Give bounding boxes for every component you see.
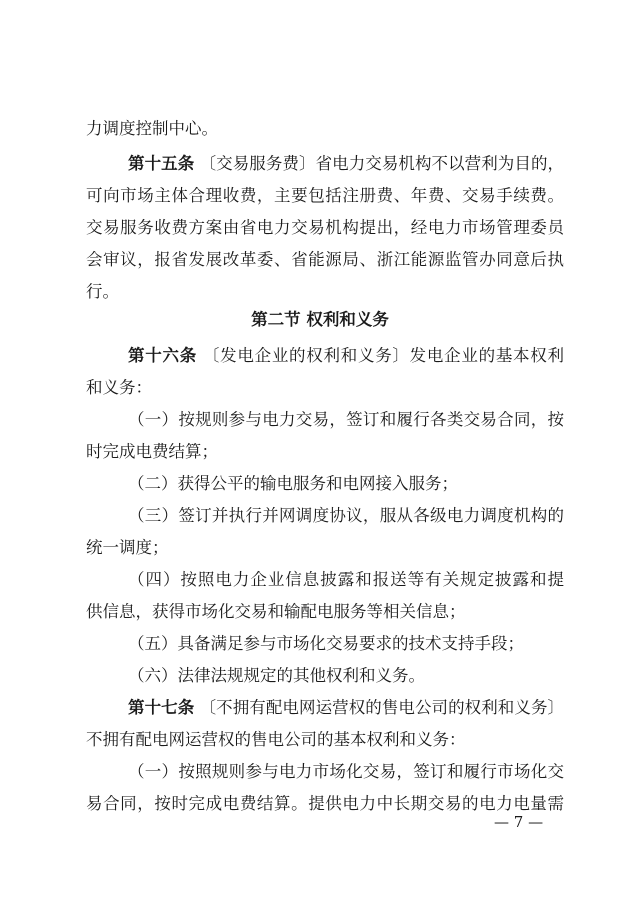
list-item: （四）按照电力企业信息披露和报送等有关规定披露和提 [128,570,564,589]
section-heading: 第二节 权利和义务 [251,310,389,329]
article-17-text: 〔不拥有配电网运营权的售电公司的权利和义务〕 [199,698,564,717]
list-item: （一）按规则参与电力交易，签订和履行各类交易合同，按 [128,410,564,429]
list-item: （三）签订并执行并网调度协议，服从各级电力调度机构的 [128,506,564,525]
article-16-line [128,346,564,366]
article-15-line [128,154,564,174]
text-line: 会审议，报省发展改革委、省能源局、浙江能源监管办同意后执 [86,250,564,269]
list-item: （二）获得公平的输电服务和电网接入服务； [128,474,458,493]
list-item: （六）法律法规规定的其他权利和义务。 [128,666,425,685]
text-line: 不拥有配电网运营权的售电公司的基本权利和义务： [86,730,466,749]
text-line: 交易服务收费方案由省电力交易机构提出，经电力市场管理委员 [86,218,564,237]
list-item: （一）按照规则参与电力市场化交易，签订和履行市场化交 [128,762,564,781]
text-line: 时完成电费结算； [86,442,218,461]
article-16-text: 〔发电企业的权利和义务〕发电企业的基本权利 [202,346,564,365]
article-15-number: 第十五条 [128,154,195,173]
text-line: 行。 [86,282,119,301]
text-line: 力调度控制中心。 [86,119,218,138]
text-line: 供信息，获得市场化交易和输配电服务等相关信息； [86,602,466,621]
article-17-number: 第十七条 [128,698,195,717]
text-line: 易合同，按时完成电费结算。提供电力中长期交易的电力电量需 [86,794,564,813]
text-line: 统一调度； [86,538,169,557]
list-item: （五）具备满足参与市场化交易要求的技术支持手段； [128,634,524,653]
article-17-line [128,698,564,718]
text-line: 和义务： [86,378,152,397]
text-line: 可向市场主体合理收费，主要包括注册费、年费、交易手续费。 [86,186,564,205]
page-number: — 7 — [494,813,544,831]
article-15-text: 〔交易服务费〕省电力交易机构不以营利为目的， [199,154,564,173]
article-16-number: 第十六条 [128,346,197,365]
